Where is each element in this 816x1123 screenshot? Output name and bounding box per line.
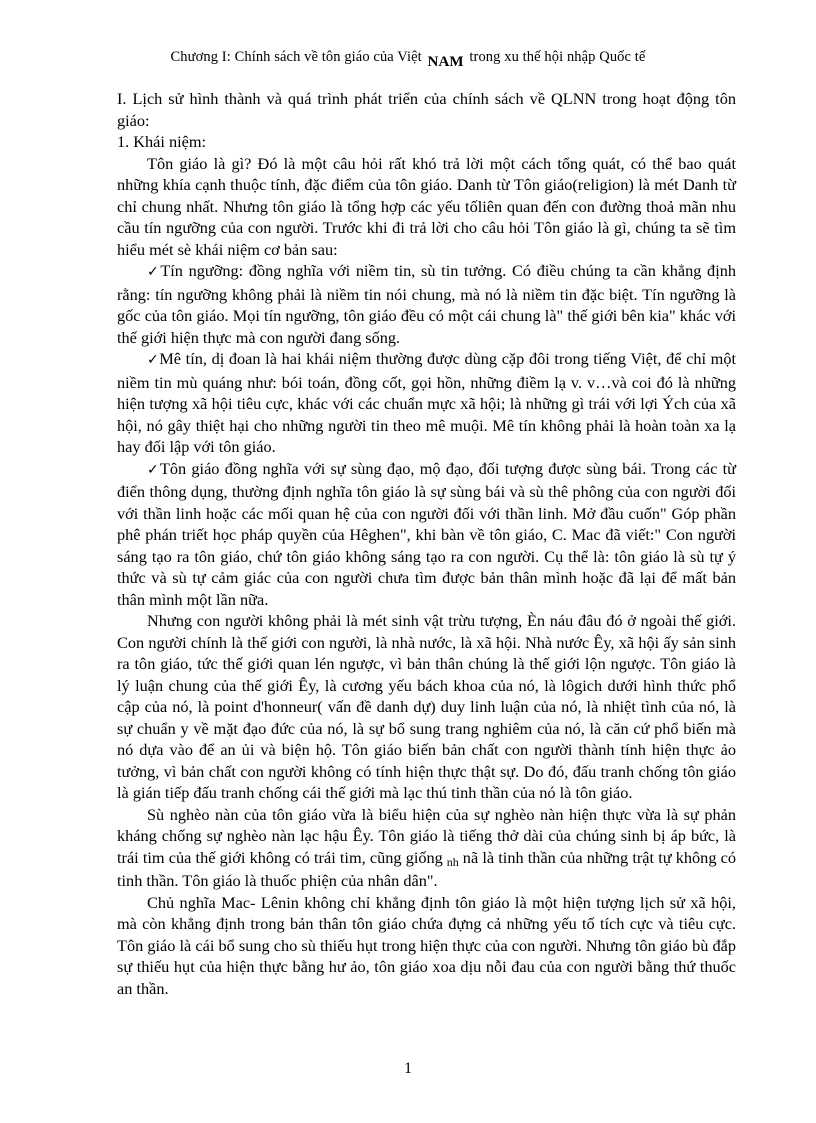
header-prefix: Chương I: Chính sách về tôn giáo của Việt [170, 49, 422, 65]
paragraph-me-tin [117, 348, 736, 458]
subsection-title: 1. Khái niệm: [117, 132, 207, 151]
paragraph-text: Tôn giáo đồng nghĩa với sự sùng đạo, mộ đạo, đối tượng được sùng bái. Trong các từ điển thông dụng, thường định nghĩa tôn giáo là sự sùng bái và sù thê phông của con người đối với thần linh hoặc các mối quan hệ của con người đối với thần linh. Mở đầu cuốn" Góp phần phê phán triết học pháp quyền của Hêghen", khi bàn về tôn giáo, C. Mac đã viết:" Con người sáng tạo ra tôn giáo, chứ tôn giáo không sáng tạo ra con người. Cụ thể là: tôn giáo là sù tự ý thức và sù tự cảm giác của con người chưa tìm được bản thân mình hoặc đã lại để mất bản thân mình một lần nữa. [117, 458, 736, 609]
paragraph-mac-lenin [117, 892, 736, 1000]
check-mark-icon: ✓ [147, 264, 161, 280]
paragraph-text: Tôn giáo là gì? Đó là một câu hỏi rất khó trả lời một cách tổng quát, có thể bao quát những khía cạnh thuộc tính, đặc điểm của tôn giáo. Danh từ Tôn giáo(religion) là mét Danh từ chỉ chung nhất. Nhưng tôn giáo là tổng hợp các yếu tốliên quan đến con đường thoả mãn nhu cầu tín ngưỡng của con người. Trước khi đi trả lời cho câu hỏi Tôn giáo là gì, chúng ta sẽ tìm hiểu mét sè khái niệm cơ bản sau: [117, 153, 736, 259]
paragraph-text: Nhưng con người không phải là mét sinh vật trừu tượng, Èn náu đâu đó ở ngoài thế giới. Con người chính là thế giới con người, là nhà nước, là xã hội. Nhà nước Êy, xã hội ấy sản sinh ra tôn giáo, tức thế giới quan lén ngược, vì bản thân chúng là thế giới lộn ngược. Tôn giáo là lý luận chung của thế giới Êy, là cương yếu bách khoa của nó, là lôgich dưới hình thức phổ cập của nó, là point d'honneur( vấn đề danh dự) duy linh luận của nó, là nhiệt tình của nó, là sự chuẩn y về mặt đạo đức của nó, là sự bổ sung trang nghiêm của nó, là căn cứ phổ biến mà nó dựa vào để an ủi và biện hộ. Tôn giáo biến bản chất con người thành tính hiện thực ảo tưởng, vì bản chất con người không có tính hiện thực thật sự. Do đó, đấu tranh chống tôn giáo là gián tiếp đấu tranh chống cái thế giới mà lạc thú tinh thần của nó là tôn giáo. [117, 611, 736, 802]
header-nam: NAM [427, 54, 464, 70]
document-body [117, 88, 736, 999]
check-mark-icon: ✓ [147, 352, 160, 368]
paragraph-text: Chủ nghĩa Mac- Lênin không chỉ khẳng định tôn giáo là một hiện tượng lịch sử xã hội, mà còn khẳng định trong bản thân tôn giáo chứa đựng cả những yếu tố tích cực và tiêu cực. Tôn giáo là cái bổ sung cho sù thiếu hụt trong hiện thực của con người. Nhưng tôn giáo bù đắp sự thiếu hụt của hiện thực bằng hư ảo, tôn giáo xoa dịu nỗi đau của con người bằng thứ thuốc an thần. [117, 892, 736, 998]
paragraph-text: Mê tín, dị đoan là hai khái niệm thường được dùng cặp đôi trong tiếng Việt, để chỉ một niềm tin mù quáng như: bói toán, đồng cốt, gọi hồn, những điềm lạ v. v…và coi đó là những hiện tượng xã hội tiêu cực, khác với các chuẩn mực xã hội; là những gì trái với lợi Ých của xã hội, nó gây thiệt hại cho những người tin theo mê muội. Mê tín không phải là hoàn toàn xa lạ hay đối lập với tôn giáo. [117, 349, 736, 456]
paragraph-ton-giao [117, 458, 736, 611]
paragraph-text: Sù nghèo nàn của tôn giáo vừa là biểu hiện của sự nghèo nàn hiện thực vừa là sự phản kháng chống sự nghèo nàn lạc hậu Êy. Tôn giáo là tiếng thở dài của chúng sinh bị áp bức, là trái tim của thế giới không có trái tim, cũng giống [117, 804, 736, 867]
paragraph-definition [117, 153, 736, 261]
check-mark-icon: ✓ [147, 461, 160, 478]
paragraph-ngheo-nan [117, 804, 736, 892]
running-header [0, 47, 816, 70]
page-number: 1 [404, 1060, 412, 1077]
inline-subscript: nh [446, 854, 459, 869]
section-title: I. Lịch sử hình thành và quá trình phát triển của chính sách về QLNN trong hoạt động tôn giáo: [117, 89, 736, 130]
paragraph-text: nã là tinh thần của những trật tự không có tinh thần. Tôn giáo là thuốc phiện của nhân dân". [117, 847, 737, 890]
paragraph-tin-nguong [117, 260, 736, 348]
paragraph-text: Tín ngưỡng: đồng nghĩa với niềm tin, sù tin tưởng. Có điều chúng ta cần khẳng định rằng: tín ngưỡng không phải là niềm tin nói chung, mà nó là niềm tin đặc biệt. Tín ngưỡng là gốc của tôn giáo. Mọi tín ngưỡng, tôn giáo đều có một cái chung là" thế giới bên kia" khác với thế giới hiện thực mà con người đang sống. [117, 261, 736, 347]
header-suffix: trong xu thế hội nhập Quốc tế [469, 49, 646, 65]
paragraph-con-nguoi [117, 610, 736, 804]
